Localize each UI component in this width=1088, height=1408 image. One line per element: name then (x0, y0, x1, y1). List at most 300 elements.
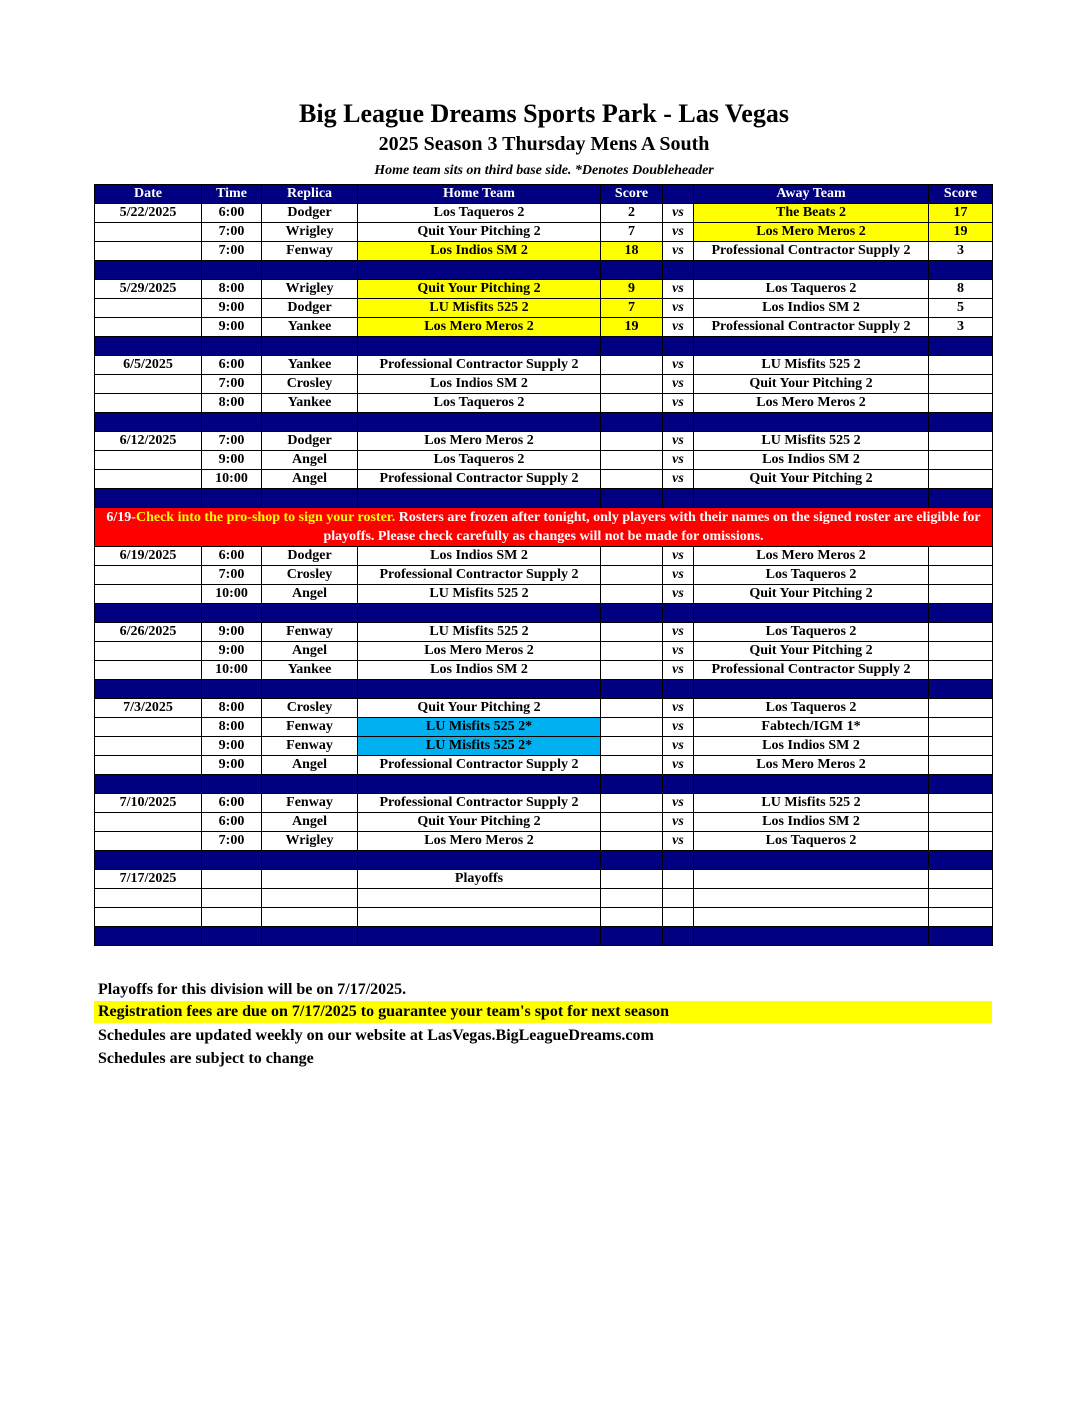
separator-cell (929, 489, 993, 508)
separator-cell (663, 261, 694, 280)
home-team: Professional Contractor Supply 2 (358, 794, 601, 813)
game-date: 7/10/2025 (95, 794, 202, 813)
home-team: Los Taqueros 2 (358, 204, 601, 223)
game-date (95, 375, 202, 394)
game-field: Crosley (262, 566, 358, 585)
away-score (929, 547, 993, 566)
game-date (95, 470, 202, 489)
away-score (929, 870, 993, 889)
game-date: 6/26/2025 (95, 623, 202, 642)
separator-cell (694, 337, 929, 356)
separator-cell (601, 775, 663, 794)
home-score (601, 356, 663, 375)
away-team: Los Taqueros 2 (694, 280, 929, 299)
vs-label: vs (663, 642, 694, 661)
game-row (95, 661, 993, 680)
game-row (95, 737, 993, 756)
vs-label: vs (663, 394, 694, 413)
separator-cell (95, 413, 202, 432)
game-field: Yankee (262, 356, 358, 375)
game-time: 6:00 (202, 356, 262, 375)
separator-cell (95, 927, 202, 946)
vs-label: vs (663, 585, 694, 604)
separator-cell (663, 851, 694, 870)
vs-label: vs (663, 623, 694, 642)
roster-notice-row (95, 508, 993, 547)
vs-label: vs (663, 375, 694, 394)
game-time: 10:00 (202, 470, 262, 489)
away-score (929, 889, 993, 908)
vs-label: vs (663, 451, 694, 470)
game-time: 9:00 (202, 642, 262, 661)
home-team: Los Taqueros 2 (358, 394, 601, 413)
separator-cell (929, 604, 993, 623)
game-field: Dodger (262, 547, 358, 566)
game-field: Crosley (262, 699, 358, 718)
home-score (601, 375, 663, 394)
away-score: 5 (929, 299, 993, 318)
vs-label: vs (663, 299, 694, 318)
separator-cell (358, 413, 601, 432)
separator-cell (663, 489, 694, 508)
separator-cell (358, 489, 601, 508)
away-team: Los Taqueros 2 (694, 566, 929, 585)
game-time: 8:00 (202, 394, 262, 413)
roster-notice-date: 6/19- (106, 510, 136, 525)
game-time: 8:00 (202, 280, 262, 299)
away-score (929, 794, 993, 813)
roster-notice (95, 508, 993, 547)
away-team: Los Taqueros 2 (694, 699, 929, 718)
away-score (929, 661, 993, 680)
game-date: 6/5/2025 (95, 356, 202, 375)
away-team: Quit Your Pitching 2 (694, 375, 929, 394)
game-field (262, 870, 358, 889)
separator-cell (601, 927, 663, 946)
game-time (202, 870, 262, 889)
game-date (95, 642, 202, 661)
away-score: 3 (929, 318, 993, 337)
away-score: 8 (929, 280, 993, 299)
schedule-body (95, 204, 993, 946)
separator-cell (929, 851, 993, 870)
game-field: Dodger (262, 432, 358, 451)
away-team: Los Indios SM 2 (694, 299, 929, 318)
home-score (601, 585, 663, 604)
game-time: 9:00 (202, 623, 262, 642)
separator-cell (202, 604, 262, 623)
vs-label: vs (663, 813, 694, 832)
game-field: Dodger (262, 204, 358, 223)
separator-cell (95, 604, 202, 623)
home-team: Los Mero Meros 2 (358, 642, 601, 661)
home-team: Quit Your Pitching 2 (358, 699, 601, 718)
away-score (929, 566, 993, 585)
vs-label: vs (663, 242, 694, 261)
home-team: Los Indios SM 2 (358, 661, 601, 680)
away-score: 17 (929, 204, 993, 223)
game-date (95, 585, 202, 604)
schedule-table (94, 184, 993, 946)
game-date (95, 242, 202, 261)
game-field: Wrigley (262, 832, 358, 851)
away-team: Quit Your Pitching 2 (694, 642, 929, 661)
separator-cell (601, 604, 663, 623)
game-row (95, 356, 993, 375)
game-row (95, 299, 993, 318)
away-team (694, 908, 929, 927)
away-team: Los Taqueros 2 (694, 832, 929, 851)
home-score (601, 794, 663, 813)
footer-playoffs-note: Playoffs for this division will be on 7/17/2025. (98, 981, 407, 998)
home-team: Quit Your Pitching 2 (358, 813, 601, 832)
separator-cell (694, 489, 929, 508)
home-score (601, 566, 663, 585)
roster-notice-text: Rosters are frozen after tonight, only players with their names on the signed roster are eligible for playoffs. Please check carefully as changes will not be made for omissions. (323, 510, 981, 544)
separator-cell (601, 680, 663, 699)
game-date (95, 299, 202, 318)
week-separator-row (95, 604, 993, 623)
away-team: Los Indios SM 2 (694, 813, 929, 832)
vs-label (663, 889, 694, 908)
col-header-replica: Replica (262, 185, 358, 204)
home-team: Playoffs (358, 870, 601, 889)
away-team: Los Mero Meros 2 (694, 756, 929, 775)
game-time: 6:00 (202, 547, 262, 566)
away-team: Professional Contractor Supply 2 (694, 661, 929, 680)
home-score (601, 661, 663, 680)
home-score (601, 699, 663, 718)
game-field: Fenway (262, 242, 358, 261)
game-row (95, 794, 993, 813)
home-score (601, 547, 663, 566)
game-time: 7:00 (202, 432, 262, 451)
home-score (601, 908, 663, 927)
separator-cell (202, 413, 262, 432)
away-team: Los Indios SM 2 (694, 737, 929, 756)
game-date (95, 908, 202, 927)
col-header-away-score: Score (929, 185, 993, 204)
game-date (95, 889, 202, 908)
separator-cell (358, 927, 601, 946)
game-time (202, 908, 262, 927)
home-team (358, 889, 601, 908)
separator-cell (929, 775, 993, 794)
home-score (601, 832, 663, 851)
game-field: Angel (262, 585, 358, 604)
home-score: 2 (601, 204, 663, 223)
separator-cell (202, 680, 262, 699)
game-time: 7:00 (202, 832, 262, 851)
home-team: Professional Contractor Supply 2 (358, 756, 601, 775)
separator-cell (95, 680, 202, 699)
game-field: Angel (262, 470, 358, 489)
game-field: Angel (262, 756, 358, 775)
col-header-date: Date (95, 185, 202, 204)
separator-cell (663, 680, 694, 699)
separator-cell (262, 337, 358, 356)
away-team: Professional Contractor Supply 2 (694, 242, 929, 261)
game-row (95, 242, 993, 261)
roster-notice-highlight: Check into the pro-shop to sign your roster. (135, 510, 396, 525)
game-row (95, 318, 993, 337)
game-row (95, 756, 993, 775)
away-score (929, 813, 993, 832)
separator-cell (929, 413, 993, 432)
game-field (262, 908, 358, 927)
game-time: 6:00 (202, 794, 262, 813)
home-team: Professional Contractor Supply 2 (358, 470, 601, 489)
separator-cell (95, 261, 202, 280)
separator-cell (694, 680, 929, 699)
separator-cell (95, 489, 202, 508)
footer-registration-note: Registration fees are due on 7/17/2025 to guarantee your team's spot for next season (94, 1001, 992, 1023)
game-time: 10:00 (202, 661, 262, 680)
game-row (95, 566, 993, 585)
game-row (95, 280, 993, 299)
home-team: Los Indios SM 2 (358, 547, 601, 566)
home-team: Los Indios SM 2 (358, 375, 601, 394)
away-score (929, 375, 993, 394)
col-header-home-score: Score (601, 185, 663, 204)
vs-label (663, 870, 694, 889)
vs-label: vs (663, 737, 694, 756)
separator-cell (694, 851, 929, 870)
game-date (95, 394, 202, 413)
game-row (95, 375, 993, 394)
game-field: Wrigley (262, 280, 358, 299)
away-score (929, 356, 993, 375)
vs-label: vs (663, 356, 694, 375)
home-team: LU Misfits 525 2* (358, 737, 601, 756)
away-team: Professional Contractor Supply 2 (694, 318, 929, 337)
away-score: 19 (929, 223, 993, 242)
home-score (601, 889, 663, 908)
separator-cell (202, 775, 262, 794)
game-time: 9:00 (202, 451, 262, 470)
week-separator-row (95, 680, 993, 699)
separator-cell (262, 775, 358, 794)
home-score: 7 (601, 223, 663, 242)
game-row (95, 699, 993, 718)
separator-cell (663, 604, 694, 623)
game-date (95, 451, 202, 470)
away-team: Quit Your Pitching 2 (694, 585, 929, 604)
separator-cell (358, 851, 601, 870)
game-date (95, 813, 202, 832)
home-team: Professional Contractor Supply 2 (358, 356, 601, 375)
week-separator-row (95, 413, 993, 432)
game-date (95, 223, 202, 242)
home-score: 18 (601, 242, 663, 261)
separator-cell (262, 489, 358, 508)
home-score (601, 451, 663, 470)
game-date (95, 566, 202, 585)
home-score (601, 642, 663, 661)
separator-cell (601, 851, 663, 870)
game-field: Angel (262, 642, 358, 661)
page-subtitle: 2025 Season 3 Thursday Mens A South (378, 133, 710, 155)
page-title: Big League Dreams Sports Park - Las Vegas (299, 99, 789, 128)
week-separator-row (95, 489, 993, 508)
away-team: Quit Your Pitching 2 (694, 470, 929, 489)
separator-cell (601, 337, 663, 356)
game-field: Wrigley (262, 223, 358, 242)
away-team: Los Mero Meros 2 (694, 223, 929, 242)
away-score (929, 718, 993, 737)
away-score (929, 737, 993, 756)
home-team-note: Home team sits on third base side. *Denotes Doubleheader (374, 163, 714, 178)
home-score (601, 623, 663, 642)
separator-cell (663, 775, 694, 794)
home-team: Los Mero Meros 2 (358, 318, 601, 337)
home-team: Quit Your Pitching 2 (358, 280, 601, 299)
away-team: Los Mero Meros 2 (694, 394, 929, 413)
separator-cell (202, 489, 262, 508)
game-field: Yankee (262, 661, 358, 680)
separator-cell (262, 261, 358, 280)
home-team: LU Misfits 525 2 (358, 585, 601, 604)
game-time: 6:00 (202, 204, 262, 223)
game-time: 8:00 (202, 718, 262, 737)
game-field: Crosley (262, 375, 358, 394)
vs-label: vs (663, 832, 694, 851)
away-score: 3 (929, 242, 993, 261)
home-score: 19 (601, 318, 663, 337)
separator-cell (929, 927, 993, 946)
game-row (95, 204, 993, 223)
vs-label (663, 908, 694, 927)
game-date: 6/12/2025 (95, 432, 202, 451)
game-time: 9:00 (202, 299, 262, 318)
game-time: 9:00 (202, 756, 262, 775)
separator-cell (202, 261, 262, 280)
separator-cell (262, 851, 358, 870)
game-field: Fenway (262, 718, 358, 737)
game-field: Angel (262, 813, 358, 832)
home-team: Los Indios SM 2 (358, 242, 601, 261)
away-score (929, 642, 993, 661)
game-row (95, 813, 993, 832)
game-time: 8:00 (202, 699, 262, 718)
game-date (95, 737, 202, 756)
game-field: Dodger (262, 299, 358, 318)
away-score (929, 756, 993, 775)
game-time: 7:00 (202, 223, 262, 242)
week-separator-row (95, 927, 993, 946)
separator-cell (262, 604, 358, 623)
separator-cell (358, 604, 601, 623)
separator-cell (663, 927, 694, 946)
footer-change-note: Schedules are subject to change (98, 1050, 314, 1067)
game-row (95, 470, 993, 489)
home-team: LU Misfits 525 2 (358, 623, 601, 642)
separator-cell (202, 337, 262, 356)
game-row (95, 432, 993, 451)
game-date (95, 318, 202, 337)
game-field: Fenway (262, 737, 358, 756)
game-row (95, 585, 993, 604)
game-date (95, 832, 202, 851)
game-time: 9:00 (202, 318, 262, 337)
separator-cell (601, 261, 663, 280)
game-row (95, 547, 993, 566)
away-score (929, 470, 993, 489)
home-score (601, 718, 663, 737)
away-score (929, 832, 993, 851)
vs-label: vs (663, 470, 694, 489)
col-header-vs (663, 185, 694, 204)
game-time: 10:00 (202, 585, 262, 604)
game-date: 6/19/2025 (95, 547, 202, 566)
home-score: 7 (601, 299, 663, 318)
game-time (202, 889, 262, 908)
schedule-header-row (95, 185, 993, 204)
separator-cell (929, 261, 993, 280)
game-row (95, 394, 993, 413)
game-field: Fenway (262, 623, 358, 642)
game-row (95, 908, 993, 927)
vs-label: vs (663, 432, 694, 451)
vs-label: vs (663, 718, 694, 737)
home-score (601, 470, 663, 489)
vs-label: vs (663, 661, 694, 680)
vs-label: vs (663, 223, 694, 242)
game-date (95, 756, 202, 775)
away-team: Fabtech/IGM 1* (694, 718, 929, 737)
home-score (601, 737, 663, 756)
away-score (929, 699, 993, 718)
game-row (95, 889, 993, 908)
week-separator-row (95, 261, 993, 280)
vs-label: vs (663, 280, 694, 299)
game-field: Yankee (262, 318, 358, 337)
home-score (601, 432, 663, 451)
game-date: 7/3/2025 (95, 699, 202, 718)
home-score: 9 (601, 280, 663, 299)
game-time: 7:00 (202, 242, 262, 261)
separator-cell (694, 604, 929, 623)
game-field: Angel (262, 451, 358, 470)
home-score (601, 870, 663, 889)
separator-cell (95, 337, 202, 356)
away-team: LU Misfits 525 2 (694, 794, 929, 813)
vs-label: vs (663, 794, 694, 813)
separator-cell (663, 337, 694, 356)
game-time: 9:00 (202, 737, 262, 756)
separator-cell (262, 680, 358, 699)
col-header-time: Time (202, 185, 262, 204)
away-score (929, 432, 993, 451)
separator-cell (929, 680, 993, 699)
vs-label: vs (663, 318, 694, 337)
home-team: Quit Your Pitching 2 (358, 223, 601, 242)
separator-cell (663, 413, 694, 432)
game-date (95, 661, 202, 680)
game-field (262, 889, 358, 908)
home-score (601, 813, 663, 832)
game-time: 6:00 (202, 813, 262, 832)
week-separator-row (95, 851, 993, 870)
game-row (95, 718, 993, 737)
vs-label: vs (663, 756, 694, 775)
game-row (95, 832, 993, 851)
game-row (95, 642, 993, 661)
vs-label: vs (663, 566, 694, 585)
separator-cell (202, 851, 262, 870)
game-time: 7:00 (202, 566, 262, 585)
game-time: 7:00 (202, 375, 262, 394)
